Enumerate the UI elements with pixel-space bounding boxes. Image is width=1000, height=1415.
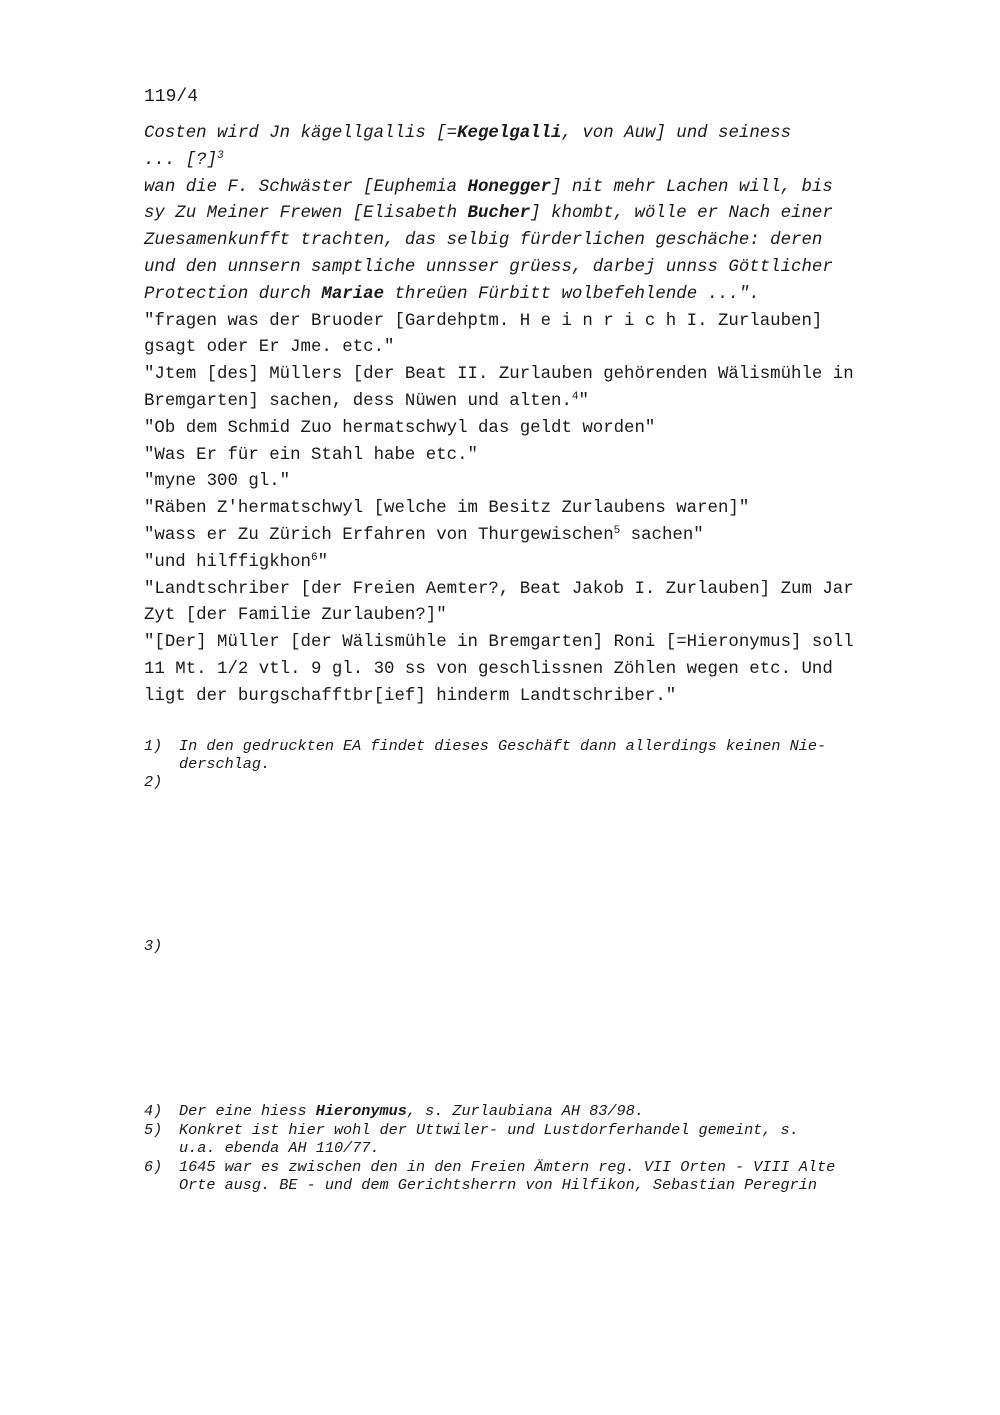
text-line: wan die F. Schwäster [Euphemia Honegger] nit mehr Lachen will, bis: [144, 177, 833, 197]
text-line: Protection durch Mariae threüen Fürbitt wolbefehlende ...".: [144, 284, 760, 304]
text-line: sy Zu Meiner Frewen [Elisabeth Bucher] khombt, wölle er Nach einer: [144, 204, 833, 224]
footnote-ref: 4: [571, 390, 579, 403]
text-line: ... [?]$^3$: [144, 149, 224, 170]
footnote-6: 6) 1645 war es zwischen den in den Freien Ämtern reg. VII Orten - VIII Alte Orte ausg. BE - und dem Gerichtsherrn von Hilfikon, Sebastian Peregrin: [144, 1158, 836, 1195]
text-line: "myne 300 gl.": [144, 472, 291, 492]
text-line: "Jtem [des] Müllers [der Beat II. Zurlauben gehörenden Wälismühle in: [144, 365, 854, 385]
text-line: "und hilffigkhon$^6$": [144, 551, 329, 572]
text-line: Zuesamenkunfft trachten, das selbig fürderlichen geschäche: deren: [144, 231, 823, 251]
main-text: [144, 121, 934, 711]
emphasis-name: Bucher: [467, 204, 531, 224]
footnote-2: [144, 773, 924, 791]
text-line: "Landtschriber [der Freien Aemter?, Beat Jakob I. Zurlauben] Zum Jar: [144, 579, 854, 599]
footnote-4: 4) Der eine hiess Hieronymus, s. Zurlaubiana AH 83/98.: [144, 1102, 644, 1120]
text-line: "Ob dem Schmid Zuo hermatschwyl das geldt worden": [144, 418, 656, 438]
text-line: gsagt oder Er Jme. etc.": [144, 338, 395, 358]
footnote-ref: 3: [217, 149, 224, 162]
text-line: und den unnsern samptliche unnsser grüess, darbej unnss Göttlicher: [144, 257, 833, 277]
text-line: "wass er Zu Zürich Erfahren von Thurgewischen$^5$ sachen": [144, 524, 704, 545]
footnote-number: 1): [144, 737, 163, 755]
text-line: Zyt [der Familie Zurlauben?]": [144, 606, 447, 626]
text-line: ligt der burgschafftbr[ief] hinderm Landtschriber.": [144, 686, 677, 706]
footnote-number: 5): [144, 1121, 163, 1139]
footnote-number: 4): [144, 1102, 163, 1120]
footnote-number: 6): [144, 1158, 163, 1176]
footnote-3: [144, 937, 924, 955]
footnote-number: 2): [144, 773, 163, 791]
text-line: 11 Mt. 1/2 vtl. 9 gl. 30 ss von geschlissnen Zöhlen wegen etc. Und: [144, 659, 833, 679]
footnote-number: 3): [144, 937, 163, 955]
emphasis-name: Honegger: [467, 177, 552, 197]
text-line: Costen wird Jn kägellgallis [=Kegelgalli, von Auw] und seiness: [144, 124, 792, 143]
emphasis-name: Mariae: [321, 284, 385, 304]
text-line: "fragen was der Bruoder [Gardehptm. H e i n r i c h I. Zurlauben]: [144, 311, 823, 331]
text-line: "Räben Z'hermatschwyl [welche im Besitz Zurlaubens waren]": [144, 499, 750, 519]
page-number: 119/4: [144, 87, 199, 107]
footnote-ref: 5: [613, 524, 621, 537]
text-line: "Was Er für ein Stahl habe etc.": [144, 445, 478, 465]
emphasis-name: Hieronymus: [315, 1102, 407, 1120]
footnote-ref: 6: [310, 551, 318, 564]
footnote-5: 5) Konkret ist hier wohl der Uttwiler- und Lustdorferhandel gemeint, s. u.a. ebenda AH 110/77.: [144, 1121, 799, 1158]
footnote-1: 1) In den gedruckten EA findet dieses Geschäft dann allerdings keinen Nie- derschlag.: [144, 737, 827, 774]
emphasis-name: Kegelgalli: [457, 124, 562, 143]
text-line: "[Der] Müller [der Wälismühle in Bremgarten] Roni [=Hieronymus] soll: [144, 633, 854, 653]
text-line: Bremgarten] sachen, dess Nüwen und alten.$^4$": [144, 390, 589, 411]
